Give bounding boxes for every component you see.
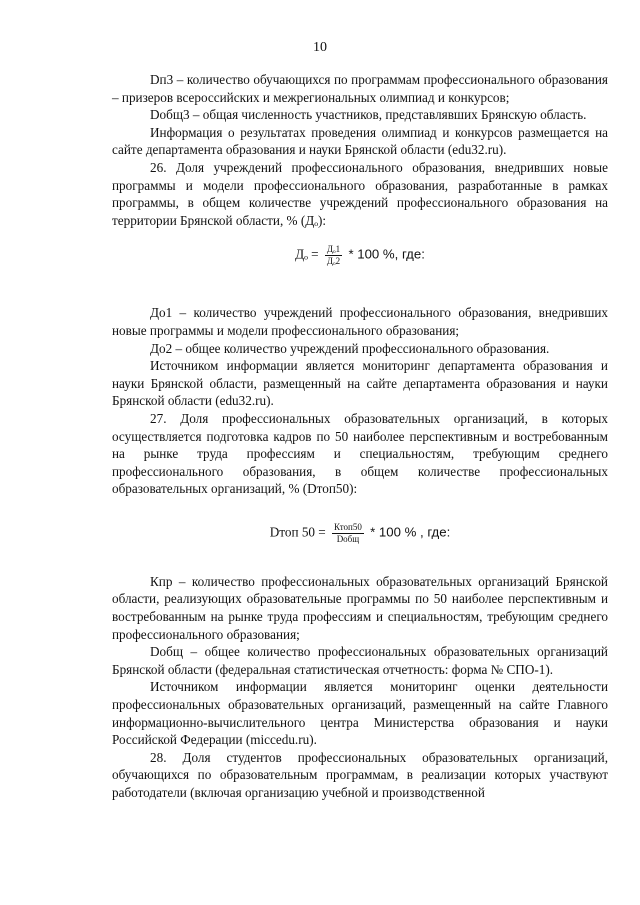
formula-dtop50-lhs: Dтоп 50 = xyxy=(269,524,326,540)
formula-do xyxy=(112,244,608,267)
paragraph-dobsh-definition: Dобщ – общее количество профессиональных образовательных организаций Брянской области (федеральная статистическая отчетность: форма № СПО-1). xyxy=(112,644,608,677)
formula-do-denominator: Дₒ2 xyxy=(326,256,341,267)
formula-do-numerator: Дₒ1 xyxy=(326,244,341,255)
paragraph-do1-definition: До1 – количество учреждений профессионального образования, внедривших новые программы и модели профессионального образования; xyxy=(112,305,608,338)
paragraph-dtop50-info-source: Источником информации является мониторинг оценки деятельности профессиональных образовательных организаций, размещенный на сайте Главного информационно-вычислительного центра Министерства образования и науки Российской Федерации (miccedu.ru). xyxy=(112,679,608,748)
formula-dtop50 xyxy=(112,522,608,545)
formula-dtop50-denominator: Dобщ xyxy=(336,533,360,544)
paragraph-kpr-definition: Кпр – количество профессиональных образовательных организаций Брянской области, реализующих образовательные программы по 50 наиболее перспективным и востребованным на рынке труда профессиям и специальностям, требующим среднего профессионального образования; xyxy=(112,573,608,642)
paragraph-do2-definition: До2 – общее количество учреждений профессионального образования. xyxy=(150,340,550,356)
paragraph-item-27: 27. Доля профессиональных образовательных организаций, в которых осуществляется подготовка кадров по 50 наиболее перспективным и востребованным на рынке труда профессиям и специальностям, требующим среднего профессионального образования, в общем количестве профессиональных образовательных организаций, % (Dтоп50): xyxy=(112,410,608,497)
paragraph-item-28: 28. Доля студентов профессиональных образовательных организаций, обучающихся по образовательным программам, в реализации которых участвуют работодатели (включая организацию учебной и производственной xyxy=(112,749,608,800)
formula-dtop50-fraction xyxy=(332,522,364,545)
formula-do-lhs: Дₒ = xyxy=(295,246,319,262)
paragraph-do-info-source: Источником информации является мониторинг департамента образования и науки Брянской области, размещенный на сайте департамента образования и науки Брянской области (edu32.ru). xyxy=(112,358,608,409)
formula-do-rhs: * 100 %, где: xyxy=(348,246,425,262)
formula-dtop50-numerator: Ктоп50 xyxy=(334,521,362,532)
formula-do-fraction xyxy=(325,244,342,267)
page-number: 10 xyxy=(313,40,327,55)
formula-dtop50-rhs: * 100 % , где: xyxy=(370,524,451,540)
paragraph-dp3-definition: Dп3 – количество обучающихся по программам профессионального образования – призеров всероссийских и межрегиональных олимпиад и конкурсов; xyxy=(112,72,608,105)
document-body xyxy=(112,71,608,802)
paragraph-dobsh3-definition: Dобщ3 – общая численность участников, представлявших Брянскую область. xyxy=(150,107,587,123)
paragraph-item-26: 26. Доля учреждений профессионального образования, внедривших новые программы и модели профессионального образования, разработанные в рамках программы, в общем количестве учреждений профессионального образования на территории Брянской области, % (Дₒ): xyxy=(112,159,608,228)
paragraph-olympiad-info-source: Информация о результатах проведения олимпиад и конкурсов размещается на сайте департамента образования и науки Брянской области (edu32.ru). xyxy=(112,124,608,158)
